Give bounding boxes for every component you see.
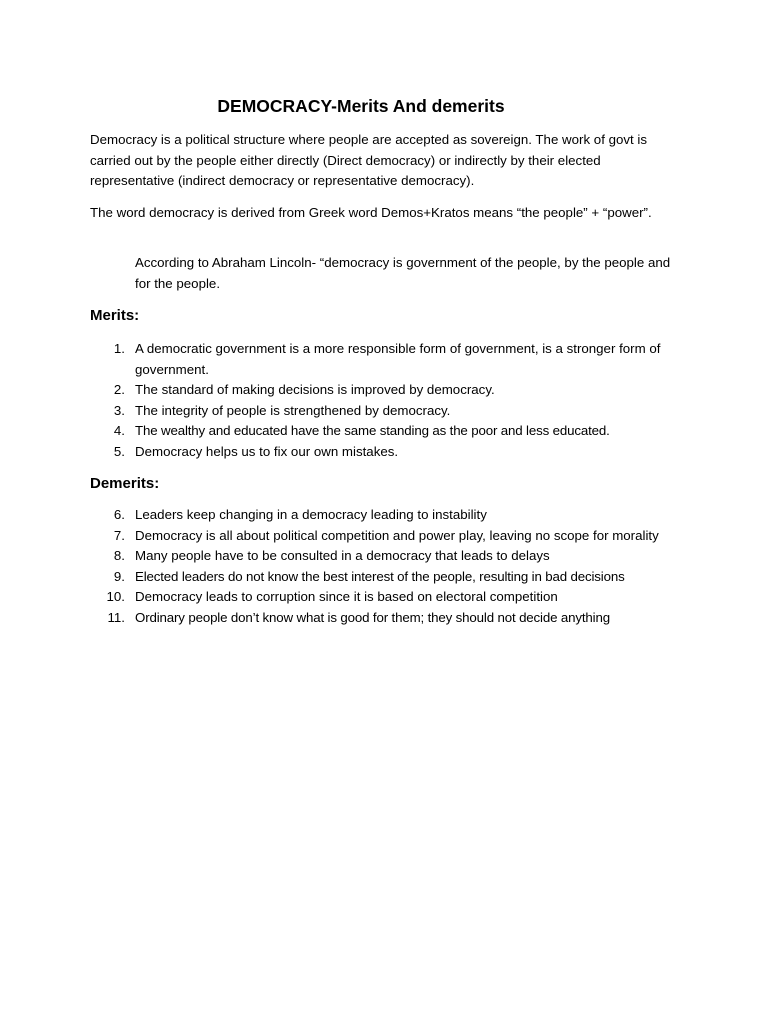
list-item-text: Elected leaders do not know the best interest of the people, resulting in bad decisions xyxy=(135,568,625,584)
list-item-number: 3. xyxy=(113,402,125,418)
list-item-text: The wealthy and educated have the same standing as the poor and less educated. xyxy=(135,423,610,439)
list-item-text: Democracy is all about political competition and power play, leaving no scope for morality xyxy=(135,527,659,543)
demerits-heading: Demerits: xyxy=(90,475,160,492)
list-item-text: Leaders keep changing in a democracy leading to instability xyxy=(135,507,487,522)
list-item-number: 9. xyxy=(113,568,125,584)
list-item xyxy=(90,421,680,442)
list-item-text: Democracy leads to corruption since it is based on electoral competition xyxy=(135,589,558,605)
list-item-text: The integrity of people is strengthened by democracy. xyxy=(135,402,451,418)
etymology-paragraph: The word democracy is derived from Greek word Demos+Kratos means “the people” + “power”. xyxy=(90,205,652,220)
intro-paragraph: Democracy is a political structure where people are accepted as sovereign. The work of govt is carried out by the people either directly (Direct democracy) or indirectly by their elected representative (indirect democracy or representative democracy). xyxy=(90,132,648,189)
list-item-number: 8. xyxy=(113,548,125,564)
list-item-number: 2. xyxy=(113,382,125,398)
list-item-text: Democracy helps us to fix our own mistakes. xyxy=(135,443,399,459)
list-item xyxy=(90,608,680,629)
list-item xyxy=(90,401,680,422)
list-item-number: 1. xyxy=(113,341,125,356)
document-title: DEMOCRACY-Merits And demerits xyxy=(217,96,505,116)
merits-list xyxy=(90,339,680,463)
lincoln-quote: According to Abraham Lincoln- “democracy is government of the people, by the people and for the people. xyxy=(135,255,671,291)
list-item-text: A democratic government is a more responsible form of government, is a stronger form of government. xyxy=(135,341,661,377)
list-item-text: Many people have to be consulted in a democracy that leads to delays xyxy=(135,548,550,564)
list-item-text: Ordinary people don’t know what is good for them; they should not decide anything xyxy=(135,609,610,625)
list-item xyxy=(90,442,680,463)
list-item-number: 4. xyxy=(113,423,125,439)
list-item xyxy=(90,380,680,401)
list-item xyxy=(90,505,680,526)
list-item-number: 7. xyxy=(113,527,125,543)
list-item-number: 11. xyxy=(107,609,125,625)
demerits-list xyxy=(90,505,680,629)
list-item xyxy=(90,339,680,380)
list-item-number: 5. xyxy=(113,443,125,459)
list-item xyxy=(90,526,680,547)
merits-heading: Merits: xyxy=(90,307,140,324)
list-item-number: 10. xyxy=(106,589,125,605)
list-item xyxy=(90,587,680,608)
list-item-number: 6. xyxy=(113,507,125,522)
list-item-text: The standard of making decisions is improved by democracy. xyxy=(135,382,495,398)
list-item xyxy=(90,567,680,588)
list-item xyxy=(90,546,680,567)
